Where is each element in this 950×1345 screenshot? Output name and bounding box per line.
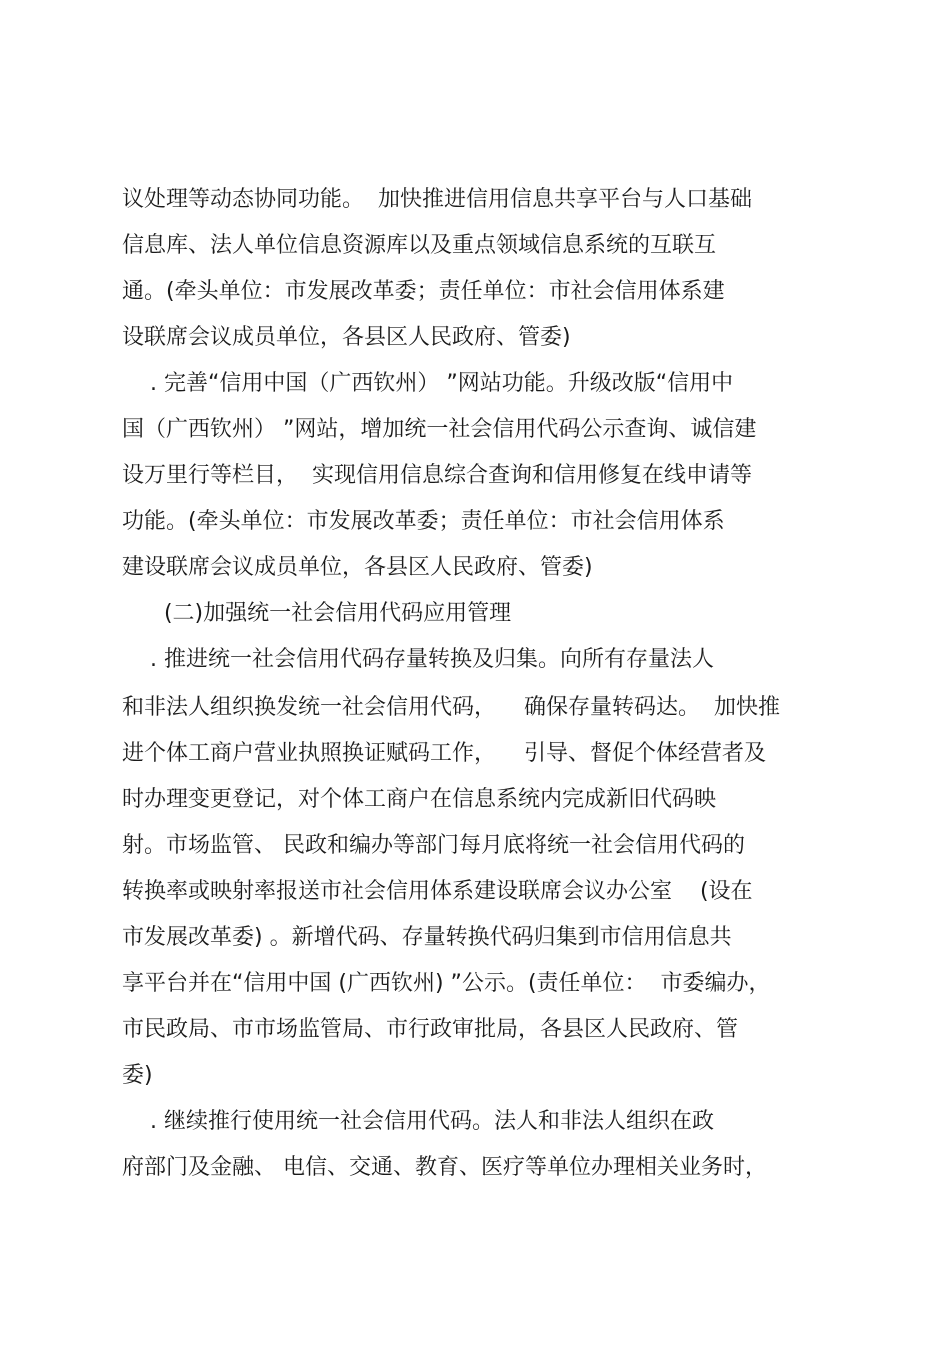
text-line: . 完善“信用中国（广西钦州） ”网站功能。升级改版“信用中 [122, 371, 734, 396]
text-line: 府部门及金融、 电信、交通、教育、医疗等单位办理相关业务时， [122, 1155, 767, 1180]
text-line: . 推进统一社会信用代码存量转换及归集。向所有存量法人 [122, 647, 714, 672]
section-heading: (二)加强统一社会信用代码应用管理 [122, 601, 512, 626]
text-line: 委) [122, 1063, 153, 1088]
text-line: 和非法人组织换发统一社会信用代码， 确保存量转码达。 加快推 [122, 695, 780, 720]
text-line: 市发展改革委) 。新增代码、存量转换代码归集到市信用信息共 [122, 925, 732, 950]
text-line: 转换率或映射率报送市社会信用体系建设联席会议办公室 (设在 [122, 879, 753, 904]
text-line: 议处理等动态协同功能。 加快推进信用信息共享平台与人口基础 [122, 187, 752, 212]
text-line: 射。市场监管、 民政和编办等部门每月底将统一社会信用代码的 [122, 833, 745, 858]
text-line: 设联席会议成员单位，各县区人民政府、管委) [122, 325, 571, 350]
text-line: 市民政局、市市场监管局、市行政审批局，各县区人民政府、管 [122, 1017, 739, 1042]
text-line: 时办理变更登记，对个体工商户在信息系统内完成新旧代码映 [122, 787, 717, 812]
text-line: 国（广西钦州） ”网站，增加统一社会信用代码公示查询、诚信建 [122, 417, 757, 442]
text-line: 信息库、法人单位信息资源库以及重点领域信息系统的互联互 [122, 233, 717, 258]
text-line: 进个体工商户营业执照换证赋码工作， 引导、督促个体经营者及 [122, 741, 766, 766]
text-line: 建设联席会议成员单位，各县区人民政府、管委) [122, 555, 593, 580]
text-line: 功能。(牵头单位：市发展改革委；责任单位：市社会信用体系 [122, 509, 725, 534]
text-line: 设万里行等栏目， 实现信用信息综合查询和信用修复在线申请等 [122, 463, 752, 488]
text-line: 通。(牵头单位：市发展改革委；责任单位：市社会信用体系建 [122, 279, 725, 304]
text-line: . 继续推行使用统一社会信用代码。法人和非法人组织在政 [122, 1109, 714, 1134]
text-line: 享平台并在“信用中国 (广西钦州) ”公示。(责任单位： 市委编办， [122, 971, 771, 996]
